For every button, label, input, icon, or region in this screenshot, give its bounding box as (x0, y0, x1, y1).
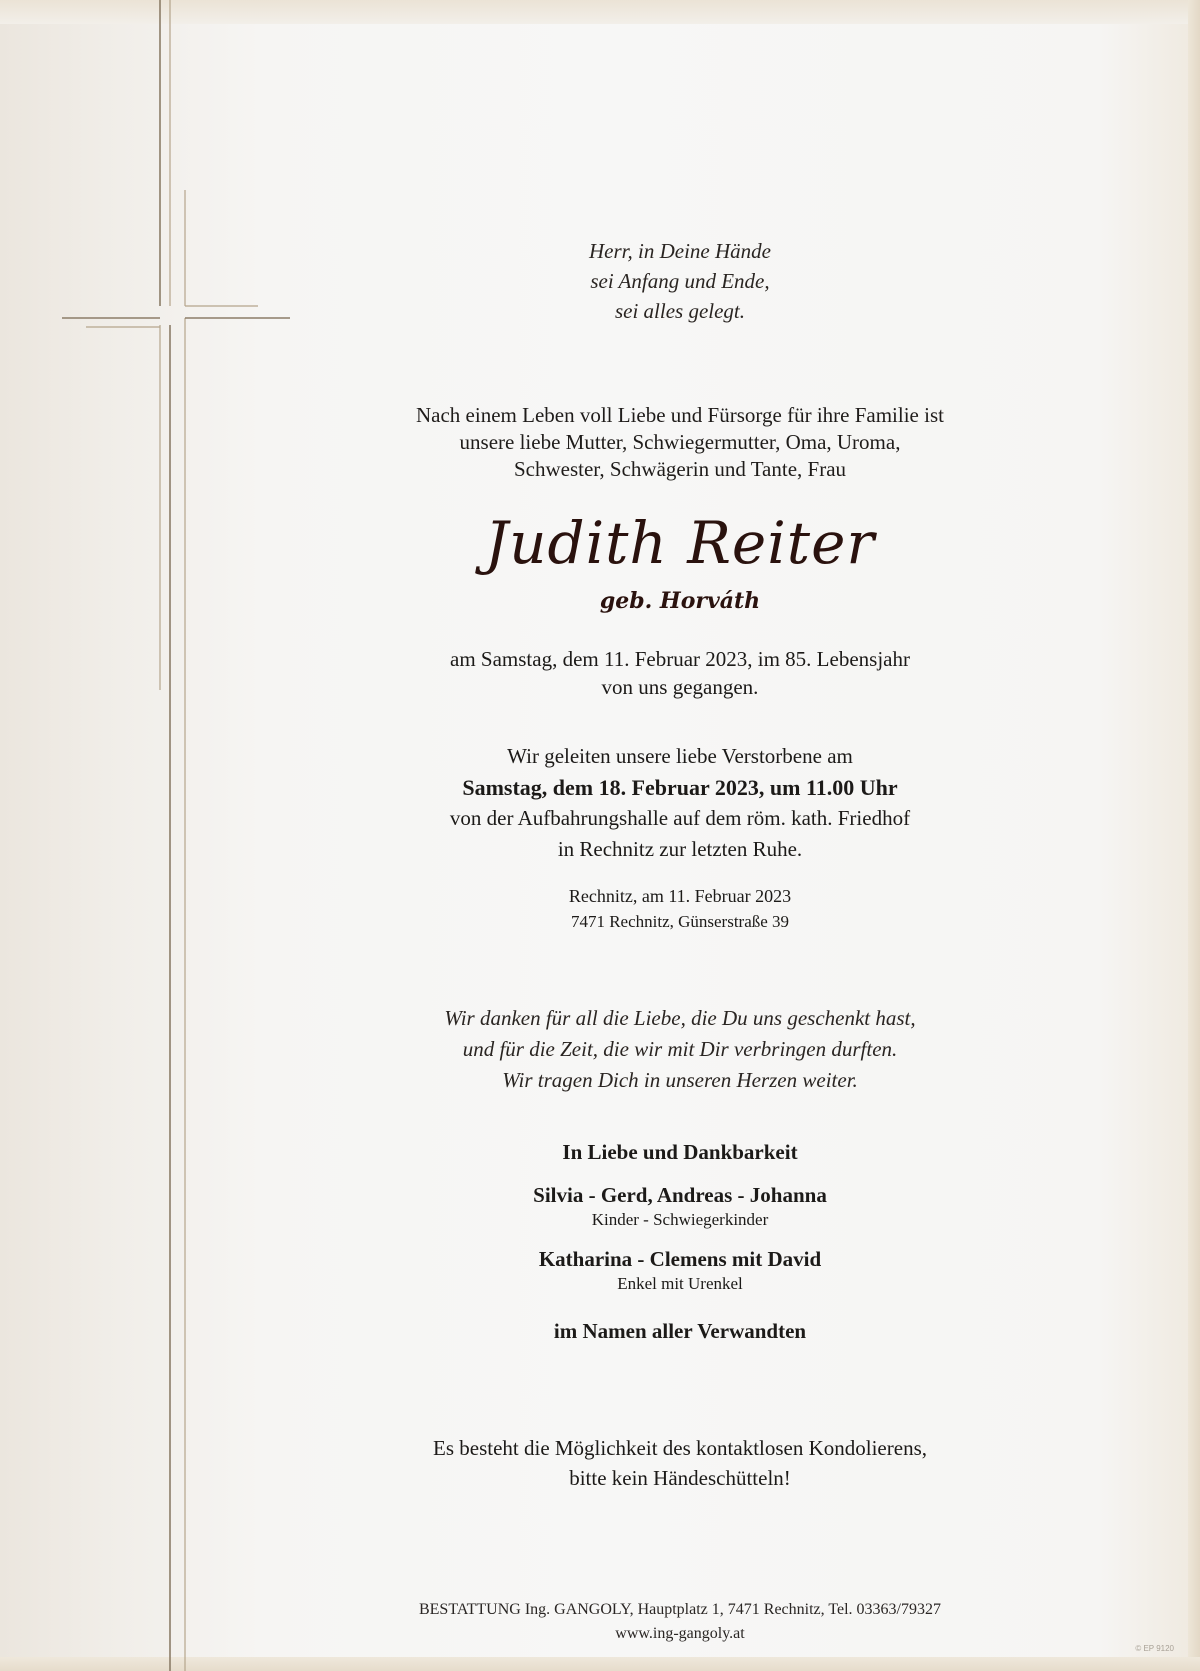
birth-name: geb. Horváth (599, 588, 761, 614)
funeral-details (330, 741, 1030, 865)
paper-right-edge (1188, 0, 1200, 1671)
condolence-note (330, 1433, 1030, 1493)
mourners-section (330, 1137, 1030, 1345)
undertaker-address: BESTATTUNG Ing. GANGOLY, Hauptplatz 1, 7471 Rechnitz, Tel. 03363/79327 (418, 1601, 941, 1618)
thanks-line: und für die Zeit, die wir mit Dir verbringen durften. (462, 1037, 898, 1061)
mourner-names: Katharina - Clemens mit David (538, 1247, 822, 1271)
note-line: bitte kein Händeschütteln! (569, 1466, 791, 1490)
mourner-group (330, 1245, 1030, 1295)
thanks-verse (330, 1003, 1030, 1096)
funeral-line: Wir geleiten unsere liebe Verstorbene am (507, 744, 853, 768)
mourners-closing: im Namen aller Verwandten (553, 1319, 807, 1343)
print-code: © EP 9120 (1135, 1644, 1174, 1653)
intro-line: unsere liebe Mutter, Schwiegermutter, Oma, Uroma, (459, 430, 901, 454)
intro-line: Nach einem Leben voll Liebe und Fürsorge für ihre Familie ist (416, 403, 944, 427)
opening-verse (330, 236, 1030, 326)
thanks-line: Wir danken für all die Liebe, die Du uns geschenkt hast, (444, 1006, 916, 1030)
funeral-line: von der Aufbahrungshalle auf dem röm. kath. Friedhof (449, 806, 911, 830)
intro-line: Schwester, Schwägerin und Tante, Frau (513, 457, 847, 481)
death-date-text (330, 645, 1030, 701)
place-and-date (330, 884, 1030, 934)
home-address: 7471 Rechnitz, Günserstraße 39 (570, 912, 790, 931)
mourners-heading: In Liebe und Dankbarkeit (562, 1140, 798, 1164)
verse-line: sei Anfang und Ende, (590, 269, 770, 293)
undertaker-website: www.ing-gangoly.at (615, 1625, 745, 1642)
mourner-relation: Kinder - Schwiegerkinder (591, 1210, 769, 1229)
verse-line: Herr, in Deine Hände (589, 239, 771, 263)
mourner-group (330, 1181, 1030, 1231)
note-line: Es besteht die Möglichkeit des kontaktlosen Kondolierens, (433, 1436, 927, 1460)
funeral-date-time: Samstag, dem 18. Februar 2023, um 11.00 Uhr (462, 775, 898, 800)
deceased-name: Judith Reiter (484, 509, 876, 577)
undertaker-footer (330, 1598, 1030, 1646)
cross-icon (0, 0, 300, 1671)
intro-text (330, 402, 1030, 483)
place-date: Rechnitz, am 11. Februar 2023 (568, 886, 792, 906)
death-line: am Samstag, dem 11. Februar 2023, im 85. Lebensjahr (450, 647, 910, 671)
funeral-line: in Rechnitz zur letzten Ruhe. (557, 837, 803, 861)
mourner-relation: Enkel mit Urenkel (617, 1274, 743, 1293)
mourner-names: Silvia - Gerd, Andreas - Johanna (533, 1183, 827, 1207)
death-line: von uns gegangen. (601, 675, 759, 699)
verse-line: sei alles gelegt. (614, 299, 746, 323)
thanks-line: Wir tragen Dich in unseren Herzen weiter. (502, 1068, 858, 1092)
